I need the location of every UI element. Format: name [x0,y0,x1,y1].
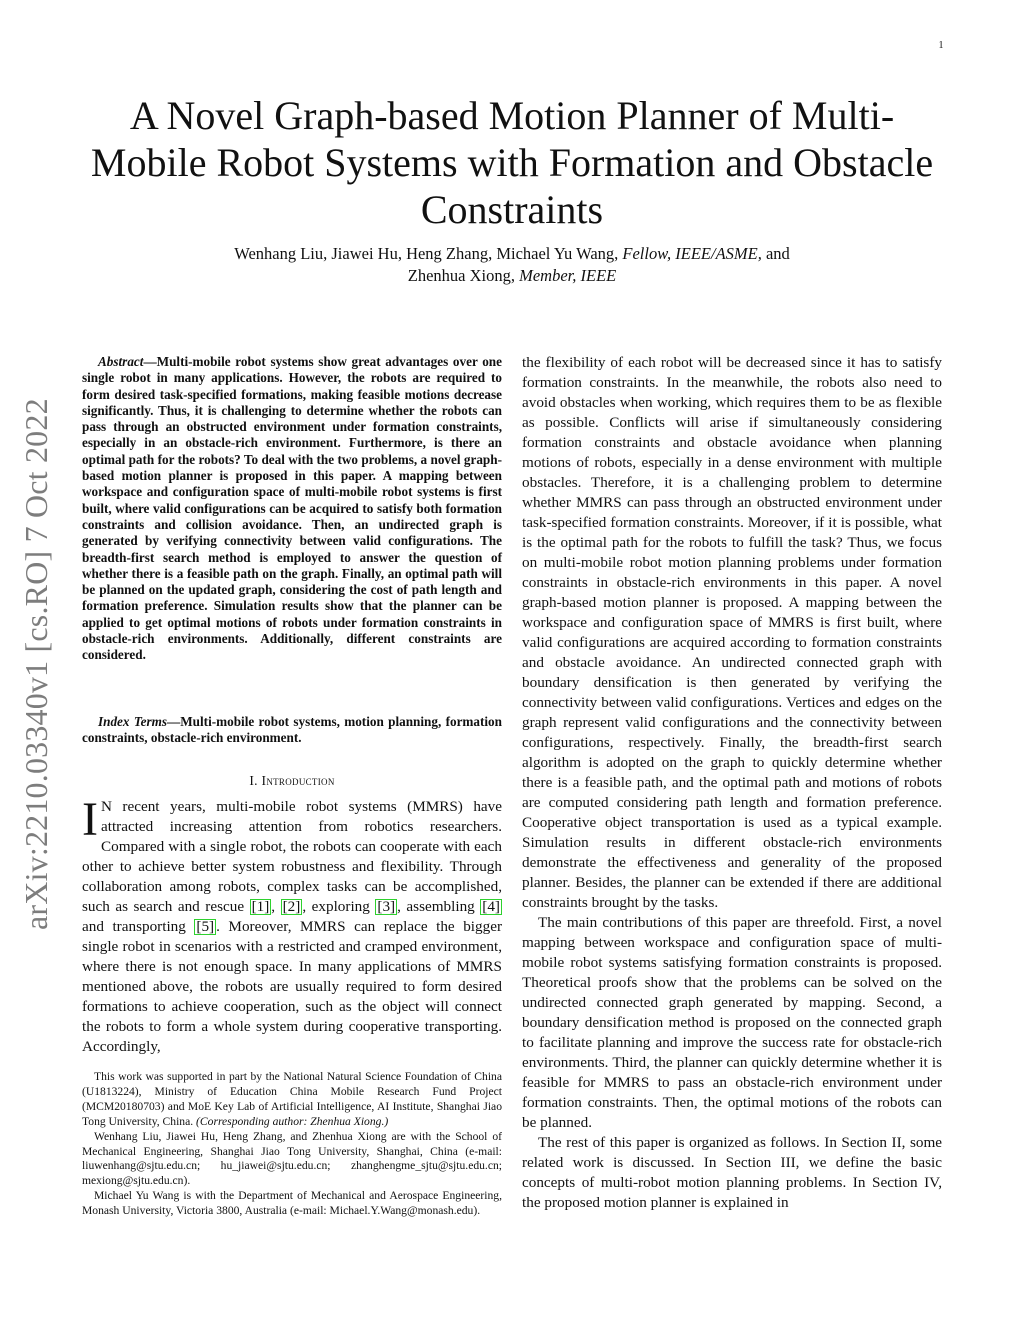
author-role-2: Member, IEEE [519,266,617,285]
index-terms-text: Multi-mobile robot systems, motion planning, formation constraints, obstacle-rich environment. [82,714,502,746]
author-line-1 [120,243,904,265]
footnotes [82,1070,502,1219]
footnote-funding-text: This work was supported in part by the National Natural Science Foundation of China (U1813224), Ministry of Education China Mobile Research Fund Project (MCM20180703) and MoE Key Lab of Artificial Intelligence, AI Institute, Shanghai Jiao Tong University, China. [82,1070,502,1128]
index-terms-dash: — [167,714,181,729]
intro-text-b: , exploring [302,898,376,915]
footnote-affiliation-monash: Michael Yu Wang is with the Department of Mechanical and Aerospace Engineering, Monash University, Victoria 3800, Australia (e-mail: Michael.Y.Wang@monash.edu). [82,1189,502,1218]
footnote-affiliation-sjtu: Wenhang Liu, Jiawei Hu, Heng Zhang, and Zhenhua Xiong are with the School of Mechanical Engineering, Shanghai Jiao Tong University, Shanghai, China (e-mail: liuwenhang@sjtu.edu.cn; hu_jiawei@sjtu.edu.cn; zhanghengme_sjtu@sjtu.edu.cn; mexiong@sjtu.edu.cn). [82,1129,502,1188]
author-names-2: Zhenhua Xiong, [407,266,515,285]
footnote-funding [82,1070,502,1130]
drop-cap: I [82,793,98,846]
author-line-2 [120,265,904,287]
right-paragraph-2: The main contributions of this paper are threefold. First, a novel mapping between workspace and configuration space of multi-mobile robot systems satisfying formation constraints is proposed. Theoretical proofs show that the problems can be solved on the undirected connected graph generated by mapping. Second, a boundary densification method is proposed on the connected graph to facilitate planning and improve the success rate for obstacle-rich environments. Third, the planner can quickly determine whether it is feasible for MMRS to pass an obstacle-rich environment under formation constraints. Then, the optimal motions of the robots can be planned. [522,914,942,1131]
index-terms [82,714,502,747]
section-title: Introduction [261,773,335,788]
section-numeral: I. [249,773,258,788]
index-terms-label: Index Terms [98,714,168,729]
intro-text-e: . Moreover, MMRS can replace the bigger single robot in scenarios with a restricted and cramped environment, where there is not enough space. In many applications of MMRS mentioned above, the robots are usually required to form desired formations to achieve cooperation, such as the object will connect the robots to form a whole system during cooperative transporting. Accordingly, [82,918,503,1055]
right-paragraph-3: The rest of this paper is organized as follows. In Section II, some related work is discussed. In Section III, we define the basic concepts of multi-robot motion planning problems. In Section IV, the proposed motion planner is explained in [522,1134,942,1211]
arxiv-stamp: arXiv:2210.03340v1 [cs.RO] 7 Oct 2022 [18,398,54,930]
author-names-1: Wenhang Liu, Jiawei Hu, Heng Zhang, Michael Yu Wang, [234,244,619,263]
right-paragraph-1: the flexibility of each robot will be decreased since it has to satisfy formation constraints. In the meanwhile, the robots also need to avoid obstacles when working, which requires them to be as flexible as possible. Conflicts will arise if simultaneously considering formation constraints and obstacle avoidance when planning motions of robots, especially in a dense environment with multiple obstacles. Therefore, it is a challenging problem to determine whether MMRS can pass through an obstructed environment under task-specified formation constraints. Moreover, if it is possible, what is the optimal path for the robots to fulfill the task? Thus, we focus on multi-mobile robot motion planning problems under formation constraints in obstacle-rich environments in this paper. A novel graph-based motion planner is proposed. A mapping between the workspace and configuration space of MMRS is first built, where valid configurations are acquired according to formation constraints and obstacle avoidance. An undirected connected graph with boundary densification is then generated by verifying the connectivity between valid configurations. Vertices and edges on the graph represent valid configurations and the connectivity between configurations, respectively. Finally, the breadth-first search algorithm is adopted on the graph to quickly determine whether there is a feasible path, and the optimal path and motions of robots are computed considering path length and formation preference. Cooperative object transportation is used as a typical example. Simulation results in different obstacle-rich environments demonstrate the effectiveness and generality of the proposed planner. Besides, the planner can be extended if there are additional constraints brought by the tasks. [522,354,942,911]
author-and: and [765,244,790,263]
author-role-1: Fellow, IEEE/ASME, [622,244,762,263]
author-list [120,243,904,287]
section-heading-introduction [82,773,502,789]
introduction-paragraph [82,793,503,1057]
abstract-text: Multi-mobile robot systems show great advantages over one single robot in many applications. However, the robots are required to form desired task-specified formations, making feasible motions decrease significantly. Thus, it is challenging to determine whether the robots can pass through an obstructed environment under formation constraints, especially in an obstacle-rich environment. Furthermore, is there an optimal path for the robots? To deal with the two problems, a novel graph-based motion planner is proposed in this paper. A mapping between workspace and configuration space of multi-mobile robot systems is first built, where valid configurations can be acquired to satisfy both formation constraints and collision avoidance. Then, an undirected graph is generated by verifying connectivity between valid configurations. The breadth-first search method is employed to answer the question of whether there is a feasible path on the graph. Finally, an optimal path will be planned on the updated graph, considering the cost of path length and formation preference. Simulation results show that the planner can be applied to get optimal motions of robots under formation constraints in obstacle-rich environments. Additionally, different constraints are considered. [82,354,502,663]
intro-text-d: and transporting [82,918,195,935]
paper-title: A Novel Graph-based Motion Planner of Multi-Mobile Robot Systems with Formation and Obstacle Constraints [90,93,934,232]
intro-text-c: , assembling [397,898,481,915]
intro-text-a: N recent years, multi-mobile robot systems (MMRS) have attracted increasing attention from robotics researchers. Compared with a single robot, the robots can cooperate with each other to achieve better system robustness and flexibility. Through collaboration among robots, complex tasks can be accomplished, such as search and rescue [82,798,502,915]
page-number: 1 [938,40,944,51]
citation-link-5[interactable]: [5] [196,918,215,935]
citation-link-3[interactable]: [3] [377,898,396,915]
right-column-text [522,353,942,1213]
abstract-dash: — [143,354,157,369]
intro-sep: , [271,898,281,915]
corresponding-author-note: (Corresponding author: Zhenhua Xiong.) [196,1114,389,1128]
abstract-label: Abstract [98,354,144,369]
citation-link-2[interactable]: [2] [282,898,301,915]
citation-link-1[interactable]: [1] [251,898,270,915]
citation-link-4[interactable]: [4] [482,898,500,915]
abstract [82,354,502,664]
